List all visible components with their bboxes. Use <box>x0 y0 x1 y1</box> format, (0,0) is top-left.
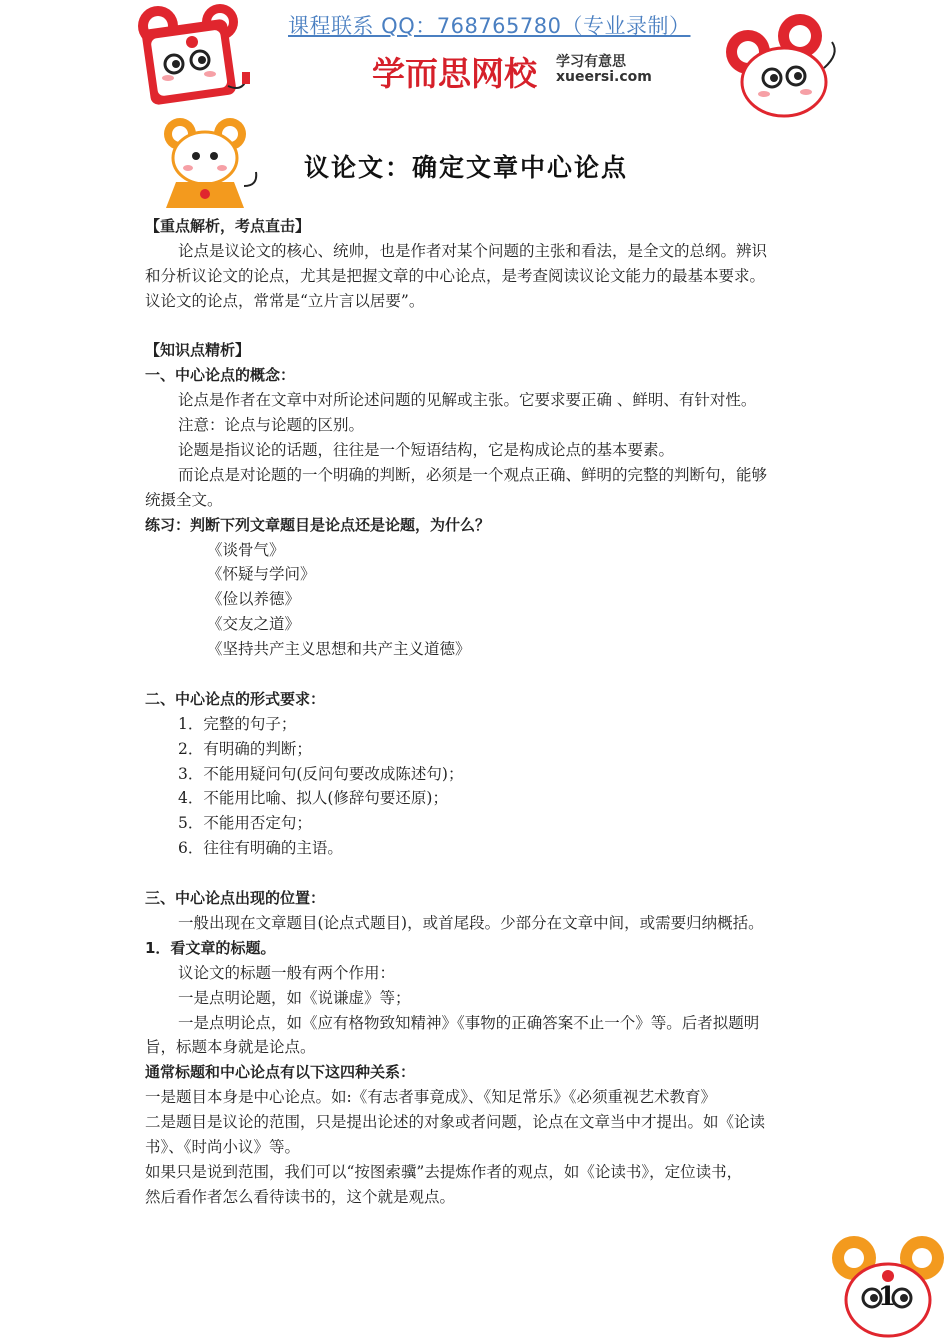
mascot-top-right <box>720 12 852 122</box>
list-item: 《交友之道》 <box>207 615 301 634</box>
practice-heading: 练习：判断下列文章题目是论点还是论题，为什么？ <box>145 515 491 534</box>
page-number: 1 <box>878 1282 897 1312</box>
paragraph-line: 如果只是说到范围，我们可以“按图索骥”去提炼作者的观点，如《论读书》，定位读书， <box>145 1162 743 1181</box>
list-item: 《坚持共产主义思想和共产主义道德》 <box>207 640 471 659</box>
brand-logo-text: 学而思网校 <box>372 54 537 93</box>
list-item: 4．不能用比喻、拟人(修辞句要还原)； <box>178 789 448 808</box>
paragraph-line: 和分析议论文的论点，尤其是把握文章的中心论点，是考查阅读议论文能力的最基本要求。 <box>145 266 766 285</box>
paragraph-line: 一是点明论点，如《应有格物致知精神》《事物的正确答案不止一个》等。后者拟题明 <box>178 1013 760 1032</box>
paragraph-line: 书》、《时尚小议》等。 <box>145 1137 301 1156</box>
list-item: 3．不能用疑问句(反问句要改成陈述句)； <box>178 764 464 783</box>
brand-tag: 学习有意思 <box>556 54 626 70</box>
list-item: 6．往往有明确的主语。 <box>178 839 343 858</box>
subsection-heading: 二、中心论点的形式要求： <box>145 689 326 708</box>
paragraph-line: 然后看作者怎么看待读书的，这个就是观点。 <box>145 1187 456 1206</box>
section-heading: 【重点解析，考点直击】 <box>145 217 311 235</box>
mascot-left-orange <box>158 112 268 212</box>
paragraph-line: 议论文的论点，常常是“立片言以居要”。 <box>145 291 425 310</box>
list-item: 《怀疑与学问》 <box>207 565 316 584</box>
subsection-heading: 一、中心论点的概念： <box>145 366 296 385</box>
document-body <box>145 214 810 1210</box>
paragraph-line: 一是点明论题，如《说谦虚》等； <box>178 988 411 1007</box>
list-item: 2．有明确的判断； <box>178 739 312 758</box>
subsection-subheading: 1．看文章的标题。 <box>145 938 276 957</box>
mascot-top-left <box>132 2 260 110</box>
relations-heading: 通常标题和中心论点有以下这四种关系： <box>145 1063 416 1082</box>
list-item: 1．完整的句子； <box>178 714 297 733</box>
section-heading: 【知识点精析】 <box>145 341 251 360</box>
list-item: 5．不能用否定句； <box>178 814 312 833</box>
list-item: 《俭以养德》 <box>207 590 301 609</box>
paragraph-line: 论题是指议论的话题，往往是一个短语结构，它是构成论点的基本要素。 <box>178 441 675 460</box>
paragraph-line: 论点是作者在文章中对所论述问题的见解或主张。它要求要正确 、鲜明、有针对性。 <box>178 391 757 410</box>
paragraph-line: 旨，标题本身就是论点。 <box>145 1038 316 1057</box>
paragraph-line: 论点是议论文的核心、统帅，也是作者对某个问题的主张和看法，是全文的总纲。辨识 <box>178 241 768 260</box>
paragraph-line: 而论点是对论题的一个明确的判断，必须是一个观点正确、鲜明的完整的判断句，能够 <box>178 465 768 484</box>
list-item: 《谈骨气》 <box>207 540 285 559</box>
paragraph-line: 议论文的标题一般有两个作用： <box>178 963 396 982</box>
paragraph-line: 一是题目本身是中心论点。如:《有志者事竟成》、《知足常乐》《必须重视艺术教育》 <box>145 1088 716 1107</box>
paragraph-line: 统摄全文。 <box>145 490 223 509</box>
page-title: 议论文：确定文章中心论点 <box>304 153 629 182</box>
paragraph-line: 一般出现在文章题目(论点式题目)，或首尾段。少部分在文章中间，或需要归纳概括。 <box>178 913 764 932</box>
contact-line[interactable]: 课程联系 QQ：768765780（专业录制） <box>288 14 691 38</box>
brand-domain: xueersi.com <box>556 69 652 85</box>
paragraph-line: 注意：论点与论题的区别。 <box>178 416 365 435</box>
brand-tagline <box>556 55 652 85</box>
paragraph-line: 二是题目是议论的范围，只是提出论述的对象或者问题，论点在文章当中才提出。如《论读 <box>145 1113 766 1132</box>
subsection-heading: 三、中心论点出现的位置： <box>145 889 326 908</box>
